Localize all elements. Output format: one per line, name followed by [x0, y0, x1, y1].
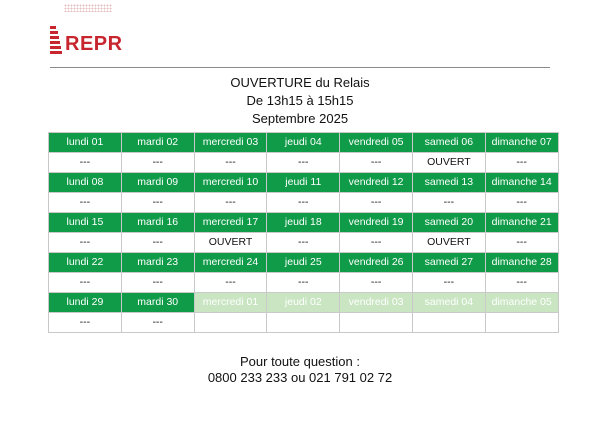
day-cell: mardi 02	[121, 133, 194, 153]
status-row	[49, 153, 559, 173]
day-cell: samedi 13	[412, 173, 485, 193]
day-cell: samedi 27	[412, 253, 485, 273]
status-cell	[194, 313, 267, 333]
status-cell: ---	[194, 193, 267, 213]
day-cell: samedi 20	[412, 213, 485, 233]
contact-footer	[0, 354, 600, 386]
day-cell: dimanche 28	[485, 253, 558, 273]
page-header	[0, 74, 600, 128]
status-cell: ---	[340, 153, 413, 173]
status-row	[49, 193, 559, 213]
status-cell: ---	[485, 273, 558, 293]
day-cell: dimanche 21	[485, 213, 558, 233]
day-cell: vendredi 12	[340, 173, 413, 193]
day-cell: mardi 16	[121, 213, 194, 233]
status-cell: ---	[340, 233, 413, 253]
status-cell	[412, 313, 485, 333]
status-cell: ---	[194, 273, 267, 293]
status-cell: ---	[49, 313, 122, 333]
header-divider	[50, 67, 550, 68]
status-cell: ---	[49, 153, 122, 173]
status-cell: ---	[49, 193, 122, 213]
logo-dots-decoration	[64, 4, 112, 12]
day-cell: mercredi 03	[194, 133, 267, 153]
header-month: Septembre 2025	[251, 111, 349, 126]
status-row	[49, 313, 559, 333]
day-cell: samedi 06	[412, 133, 485, 153]
next-month-day-cell: mercredi 01	[194, 293, 267, 313]
status-cell: ---	[485, 153, 558, 173]
day-cell: mercredi 24	[194, 253, 267, 273]
status-row	[49, 273, 559, 293]
day-cell: lundi 01	[49, 133, 122, 153]
lighthouse-icon	[50, 24, 62, 54]
status-row	[49, 233, 559, 253]
day-cell: jeudi 11	[267, 173, 340, 193]
status-cell: ---	[121, 313, 194, 333]
next-month-day-cell: dimanche 05	[485, 293, 558, 313]
status-cell: ---	[49, 233, 122, 253]
day-cell: lundi 15	[49, 213, 122, 233]
day-cell: jeudi 04	[267, 133, 340, 153]
next-month-day-cell: samedi 04	[412, 293, 485, 313]
day-cell: lundi 08	[49, 173, 122, 193]
day-cell: mercredi 10	[194, 173, 267, 193]
day-cell: jeudi 18	[267, 213, 340, 233]
status-cell	[340, 313, 413, 333]
status-cell	[485, 313, 558, 333]
day-cell: lundi 29	[49, 293, 122, 313]
day-row	[49, 293, 559, 313]
logo-text: REPR	[65, 33, 123, 55]
status-cell: OUVERT	[412, 153, 485, 173]
status-cell: ---	[267, 233, 340, 253]
status-cell: ---	[121, 273, 194, 293]
status-cell: ---	[340, 273, 413, 293]
status-cell	[267, 313, 340, 333]
status-cell: ---	[412, 273, 485, 293]
status-cell: ---	[340, 193, 413, 213]
status-cell: ---	[121, 193, 194, 213]
day-cell: lundi 22	[49, 253, 122, 273]
opening-calendar	[48, 132, 559, 333]
day-cell: mercredi 17	[194, 213, 267, 233]
status-cell: ---	[412, 193, 485, 213]
day-cell: dimanche 07	[485, 133, 558, 153]
day-cell: vendredi 26	[340, 253, 413, 273]
next-month-day-cell: vendredi 03	[340, 293, 413, 313]
day-cell: mardi 23	[121, 253, 194, 273]
status-cell: ---	[485, 193, 558, 213]
status-cell: OUVERT	[194, 233, 267, 253]
status-cell: ---	[49, 273, 122, 293]
day-row	[49, 173, 559, 193]
repr-logo	[50, 24, 123, 54]
status-cell: ---	[194, 153, 267, 173]
day-cell: vendredi 05	[340, 133, 413, 153]
day-cell: mardi 30	[121, 293, 194, 313]
header-title: OUVERTURE du Relais	[230, 75, 370, 90]
status-cell: ---	[267, 273, 340, 293]
status-cell: OUVERT	[412, 233, 485, 253]
day-cell: dimanche 14	[485, 173, 558, 193]
status-cell: ---	[267, 193, 340, 213]
day-cell: mardi 09	[121, 173, 194, 193]
next-month-day-cell: jeudi 02	[267, 293, 340, 313]
status-cell: ---	[121, 233, 194, 253]
day-cell: vendredi 19	[340, 213, 413, 233]
status-cell: ---	[267, 153, 340, 173]
day-row	[49, 133, 559, 153]
day-row	[49, 253, 559, 273]
status-cell: ---	[121, 153, 194, 173]
day-cell: jeudi 25	[267, 253, 340, 273]
status-cell: ---	[485, 233, 558, 253]
header-hours: De 13h15 à 15h15	[246, 93, 354, 108]
contact-label: Pour toute question :	[240, 354, 360, 369]
contact-phones: 0800 233 233 ou 021 791 02 72	[207, 370, 393, 385]
day-row	[49, 213, 559, 233]
